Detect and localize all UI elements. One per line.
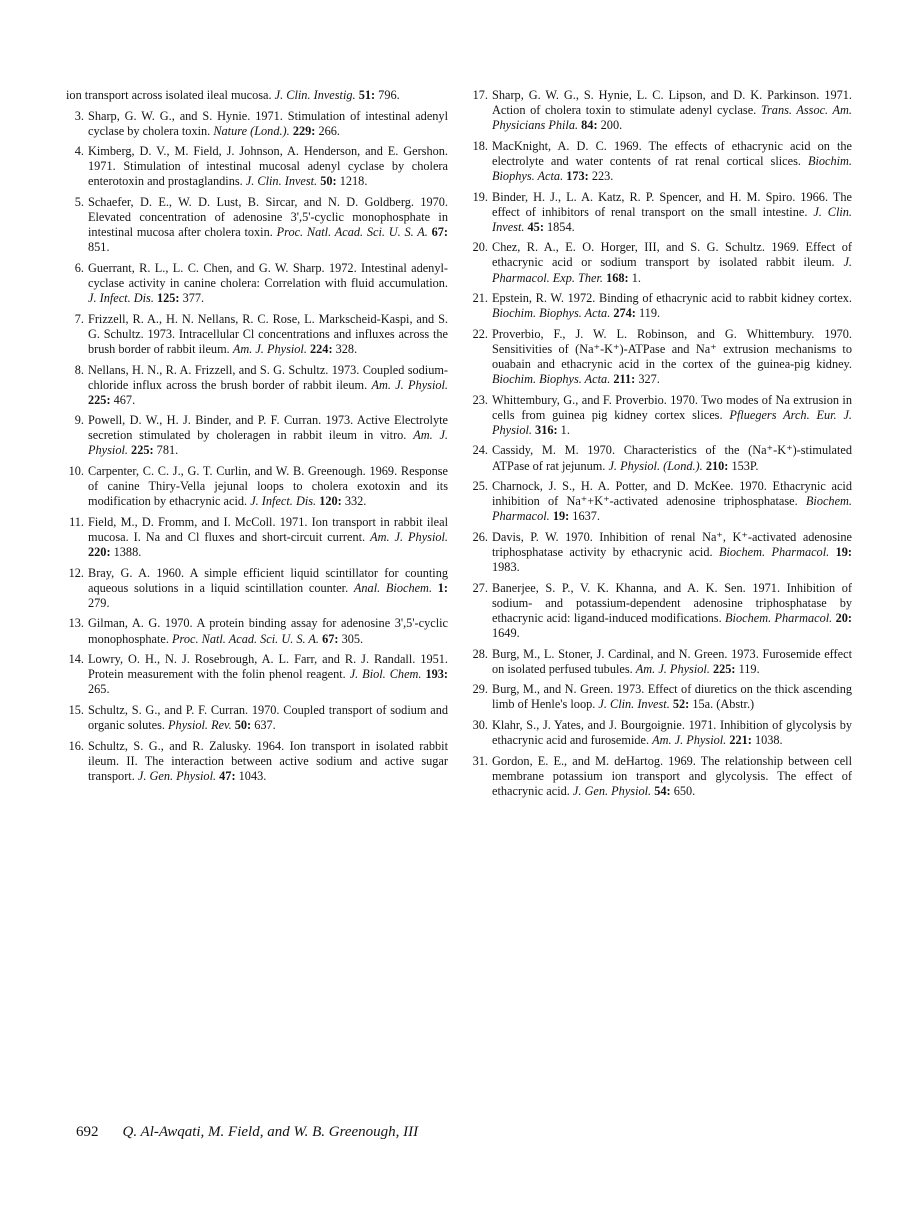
- running-authors: Q. Al-Awqati, M. Field, and W. B. Greenough, III: [122, 1124, 419, 1140]
- reference-item: 22. Proverbio, F., J. W. L. Robinson, and G. Whittembury. 1970. Sensitivities of (Na⁺-K⁺)-ATPase and Na⁺ extrusion mechanisms to ouabain and ethacrynic acid in the cortex of the guinea-pig kidney. Biochim. Biophys. Acta. 211: 327.: [472, 326, 852, 387]
- reference-item: 14. Lowry, O. H., N. J. Rosebrough, A. L. Farr, and R. J. Randall. 1951. Protein measurement with the folin phenol reagent. J. Biol. Chem. 193: 265.: [68, 652, 448, 697]
- reference-item: 16. Schultz, S. G., and R. Zalusky. 1964. Ion transport in isolated rabbit ileum. II. The interaction between active sodium and active sugar transport. J. Gen. Physiol. 47: 1043.: [68, 738, 448, 783]
- reference-item: 12. Bray, G. A. 1960. A simple efficient liquid scintillator for counting aqueous solutions in a liquid scintillation counter. Anal. Biochem. 1: 279.: [68, 565, 449, 610]
- reference-item: 23. Whittembury, G., and F. Proverbio. 1970. Two modes of Na extrusion in cells from guinea pig kidney cortex slices. Pfluegers Arch. Eur. J. Physiol. 316: 1.: [472, 392, 852, 437]
- references-left-column: [66, 88, 448, 789]
- references-right-column: [470, 88, 852, 804]
- reference-item: 25. Charnock, J. S., H. A. Potter, and D. McKee. 1970. Ethacrynic acid inhibition of Na⁺+K⁺-activated adenosine triphosphatase. Biochem. Pharmacol. 19: 1637.: [472, 479, 852, 524]
- reference-item: 28. Burg, M., L. Stoner, J. Cardinal, and N. Green. 1973. Furosemide effect on isolated perfused tubules. Am. J. Physiol. 225: 119.: [472, 646, 852, 676]
- reference-item: 8. Nellans, H. N., R. A. Frizzell, and S. G. Schultz. 1973. Coupled sodium-chloride influx across the brush border of rabbit ileum. Am. J. Physiol. 225: 467.: [74, 362, 449, 407]
- reference-item: 7. Frizzell, R. A., H. N. Nellans, R. C. Rose, L. Markscheid-Kaspi, and S. G. Schultz. 1973. Intracellular Cl concentrations and influxes across the brush border of rabbit ileum. Am. J. Physiol. 224: 328.: [74, 311, 448, 356]
- reference-item: 30. Klahr, S., J. Yates, and J. Bourgoignie. 1971. Inhibition of glycolysis by ethacrynic acid and furosemide. Am. J. Physiol. 221: 1038.: [472, 717, 852, 748]
- page-footer: [76, 1124, 418, 1141]
- reference-item: 24. Cassidy, M. M. 1970. Characteristics of the (Na⁺-K⁺)-stimulated ATPase of rat jejunum. J. Physiol. (Lond.). 210: 153P.: [472, 443, 852, 473]
- reference-item: 15. Schultz, S. G., and P. F. Curran. 1970. Coupled transport of sodium and organic solutes. Physiol. Rev. 50: 637.: [68, 702, 448, 732]
- reference-item: ion transport across isolated ileal mucosa. J. Clin. Investig. 51: 796.: [66, 88, 400, 102]
- reference-item: 4. Kimberg, D. V., M. Field, J. Johnson, A. Henderson, and E. Gershon. 1971. Stimulation of intestinal mucosal adenyl cyclase by cholera enterotoxin and prostaglandins. J. Clin. Invest. 50: 1218.: [74, 144, 448, 189]
- reference-item: 29. Burg, M., and N. Green. 1973. Effect of diuretics on the thick ascending limb of Henle's loop. J. Clin. Invest. 52: 15a. (Abstr.): [472, 682, 852, 712]
- reference-item: 21. Epstein, R. W. 1972. Binding of ethacrynic acid to rabbit kidney cortex. Biochim. Biophys. Acta. 274: 119.: [472, 291, 852, 321]
- reference-item: 11. Field, M., D. Fromm, and I. McColl. 1971. Ion transport in rabbit ileal mucosa. I. Na and Cl fluxes and short-circuit current. Am. J. Physiol. 220: 1388.: [69, 514, 448, 560]
- reference-item: 27. Banerjee, S. P., V. K. Khanna, and A. K. Sen. 1971. Inhibition of sodium- and potassium-dependent adenosine triphosphatase by ethacrynic acid: ligand-induced modifications. Biochem. Pharmacol. 20: 1649.: [472, 580, 853, 640]
- reference-item: 5. Schaefer, D. E., W. D. Lust, B. Sircar, and N. D. Goldberg. 1970. Elevated concentration of adenosine 3',5'-cyclic monophosphate in intestinal mucosa after cholera toxin. Proc. Natl. Acad. Sci. U. S. A. 67: 851.: [74, 195, 449, 255]
- reference-item: 6. Guerrant, R. L., L. C. Chen, and G. W. Sharp. 1972. Intestinal adenyl-cyclase activity in canine cholera: Correlation with fluid accumulation. J. Infect. Dis. 125: 377.: [74, 260, 448, 306]
- reference-item: 31. Gordon, E. E., and M. deHartog. 1969. The relationship between cell membrane potassium ion transport and glycolysis. The effect of ethacrynic acid. J. Gen. Physiol. 54: 650.: [472, 753, 852, 798]
- reference-item: 26. Davis, P. W. 1970. Inhibition of renal Na⁺, K⁺-activated adenosine triphosphatase activity by ethacrynic acid. Biochem. Pharmacol. 19: 1983.: [472, 529, 853, 575]
- reference-item: 20. Chez, R. A., E. O. Horger, III, and S. G. Schultz. 1969. Effect of ethacrynic acid or sodium transport by isolated rabbit ileum. J. Pharmacol. Exp. Ther. 168: 1.: [472, 240, 852, 285]
- reference-item: 17. Sharp, G. W. G., S. Hynie, L. C. Lipson, and D. K. Parkinson. 1971. Action of cholera toxin to stimulate adenyl cyclase. Trans. Assoc. Am. Physicians Phila. 84: 200.: [472, 88, 852, 133]
- reference-item: 9. Powell, D. W., H. J. Binder, and P. F. Curran. 1973. Active Electrolyte secretion stimulated by choleragen in rabbit ileum in vitro. Am. J. Physiol. 225: 781.: [74, 413, 449, 458]
- reference-item: 19. Binder, H. J., L. A. Katz, R. P. Spencer, and H. M. Spiro. 1966. The effect of inhibitors of renal transport on the small intestine. J. Clin. Invest. 45: 1854.: [472, 189, 852, 234]
- reference-item: 10. Carpenter, C. C. J., G. T. Curlin, and W. B. Greenough. 1969. Response of canine Thiry-Vella jejunal loops to cholera exotoxin and its modification by ethacrynic acid. J. Infect. Dis. 120: 332.: [68, 464, 448, 509]
- reference-item: 3. Sharp, G. W. G., and S. Hynie. 1971. Stimulation of intestinal adenyl cyclase by cholera toxin. Nature (Lond.). 229: 266.: [74, 108, 448, 138]
- reference-item: 13. Gilman, A. G. 1970. A protein binding assay for adenosine 3',5'-cyclic monophosphate. Proc. Natl. Acad. Sci. U. S. A. 67: 305.: [68, 616, 448, 646]
- reference-item: 18. MacKnight, A. D. C. 1969. The effects of ethacrynic acid on the electrolyte and water contents of rat renal cortical slices. Biochim. Biophys. Acta. 173: 223.: [472, 138, 852, 183]
- page-number: 692: [76, 1124, 99, 1140]
